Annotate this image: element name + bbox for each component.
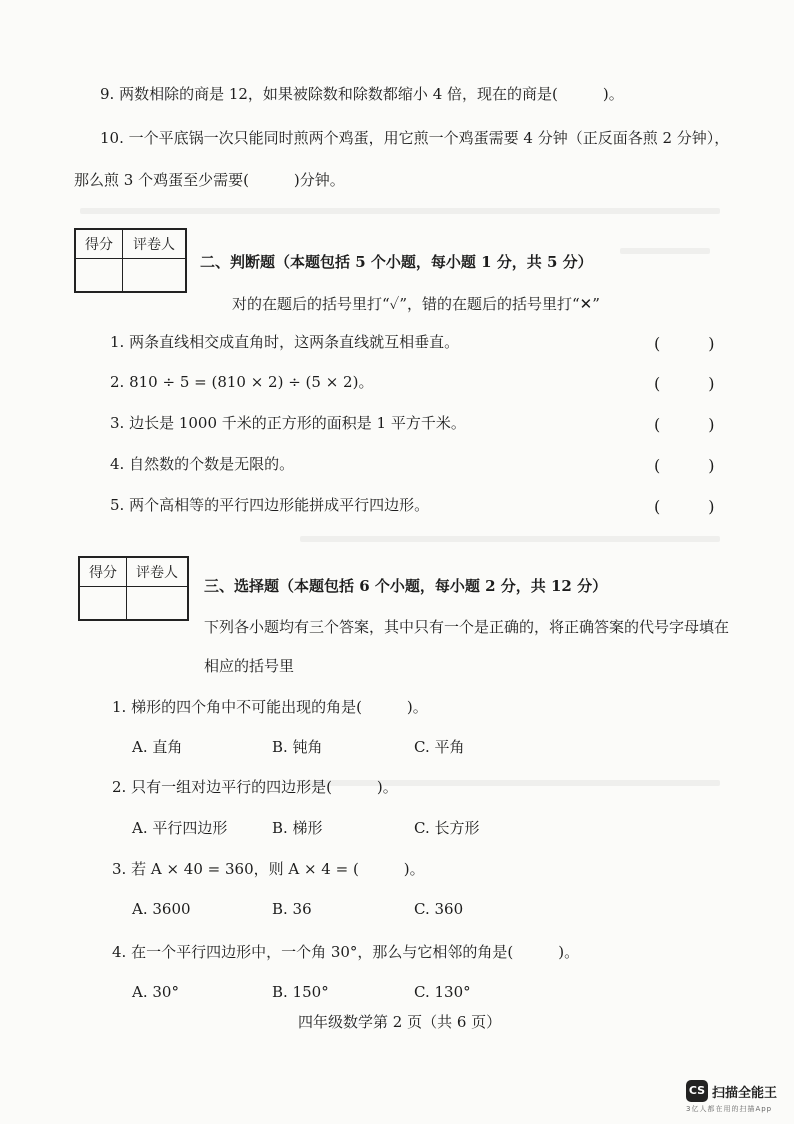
judge-answer-paren-3[interactable]: ( ) — [654, 415, 715, 434]
choice-option-a[interactable]: A. 平行四边形 — [132, 819, 228, 837]
choice-question-4: 4. 在一个平行四边形中，一个角 30°，那么与它相邻的角是( )。 — [112, 943, 580, 961]
choice-option-b[interactable]: B. 钝角 — [272, 738, 323, 756]
bleed-through-mark — [620, 248, 710, 254]
choice-instruction-line-2: 相应的括号里 — [204, 657, 295, 675]
judge-answer-paren-4[interactable]: ( ) — [654, 456, 715, 475]
camscanner-logo-icon: CS — [686, 1080, 708, 1102]
grader-cell[interactable] — [123, 259, 186, 292]
choice-option-b[interactable]: B. 36 — [272, 900, 312, 918]
question-10-line-1: 10. 一个平底锅一次只能同时煎两个鸡蛋，用它煎一个鸡蛋需要 4 分钟（正反面各煎 2 分钟）， — [100, 129, 730, 147]
score-box-judge — [74, 228, 187, 293]
choice-option-c[interactable]: C. 130° — [414, 983, 471, 1001]
choice-section-title: 三、选择题（本题包括 6 个小题，每小题 2 分，共 12 分） — [204, 577, 608, 595]
choice-option-a[interactable]: A. 3600 — [132, 900, 191, 918]
choice-option-a[interactable]: A. 直角 — [132, 738, 183, 756]
question-9: 9. 两数相除的商是 12，如果被除数和除数都缩小 4 倍，现在的商是( )。 — [100, 85, 624, 103]
grader-cell[interactable] — [127, 587, 188, 620]
choice-option-b[interactable]: B. 梯形 — [272, 819, 323, 837]
choice-question-3: 3. 若 A × 40 = 360，则 A × 4 = ( )。 — [112, 860, 425, 878]
question-10-line-2: 那么煎 3 个鸡蛋至少需要( )分钟。 — [74, 171, 345, 189]
judge-item-1: 1. 两条直线相交成直角时，这两条直线就互相垂直。 — [110, 333, 460, 351]
watermark-tagline: 3亿人都在用的扫描App — [686, 1105, 773, 1113]
choice-option-a[interactable]: A. 30° — [132, 983, 179, 1001]
choice-option-b[interactable]: B. 150° — [272, 983, 329, 1001]
judge-section-title: 二、判断题（本题包括 5 个小题，每小题 1 分，共 5 分） — [200, 253, 593, 271]
judge-answer-paren-5[interactable]: ( ) — [654, 497, 715, 516]
judge-item-4: 4. 自然数的个数是无限的。 — [110, 455, 295, 473]
grader-label: 评卷人 — [127, 558, 188, 587]
grader-label: 评卷人 — [123, 230, 186, 259]
judge-answer-paren-1[interactable]: ( ) — [654, 334, 715, 353]
page-footer: 四年级数学第 2 页（共 6 页） — [298, 1013, 502, 1031]
judge-item-3: 3. 边长是 1000 千米的正方形的面积是 1 平方千米。 — [110, 414, 466, 432]
choice-option-c[interactable]: C. 360 — [414, 900, 464, 918]
score-box-choice — [78, 556, 189, 621]
choice-question-2: 2. 只有一组对边平行的四边形是( )。 — [112, 778, 398, 796]
judge-item-5: 5. 两个高相等的平行四边形能拼成平行四边形。 — [110, 496, 430, 514]
judge-item-2: 2. 810 ÷ 5 = (810 × 2) ÷ (5 × 2)。 — [110, 373, 374, 391]
bleed-through-mark — [300, 536, 720, 542]
choice-option-c[interactable]: C. 长方形 — [414, 819, 480, 837]
choice-option-c[interactable]: C. 平角 — [414, 738, 465, 756]
bleed-through-mark — [80, 208, 720, 214]
choice-instruction-line-1: 下列各小题均有三个答案，其中只有一个是正确的，将正确答案的代号字母填在 — [204, 618, 730, 636]
judge-instruction: 对的在题后的括号里打“✓”，错的在题后的括号里打“✕” — [232, 295, 600, 313]
score-cell[interactable] — [76, 259, 123, 292]
watermark-name: 扫描全能王 — [712, 1086, 778, 1101]
choice-question-1: 1. 梯形的四个角中不可能出现的角是( )。 — [112, 698, 428, 716]
judge-answer-paren-2[interactable]: ( ) — [654, 374, 715, 393]
score-label: 得分 — [80, 558, 127, 587]
score-cell[interactable] — [80, 587, 127, 620]
score-label: 得分 — [76, 230, 123, 259]
